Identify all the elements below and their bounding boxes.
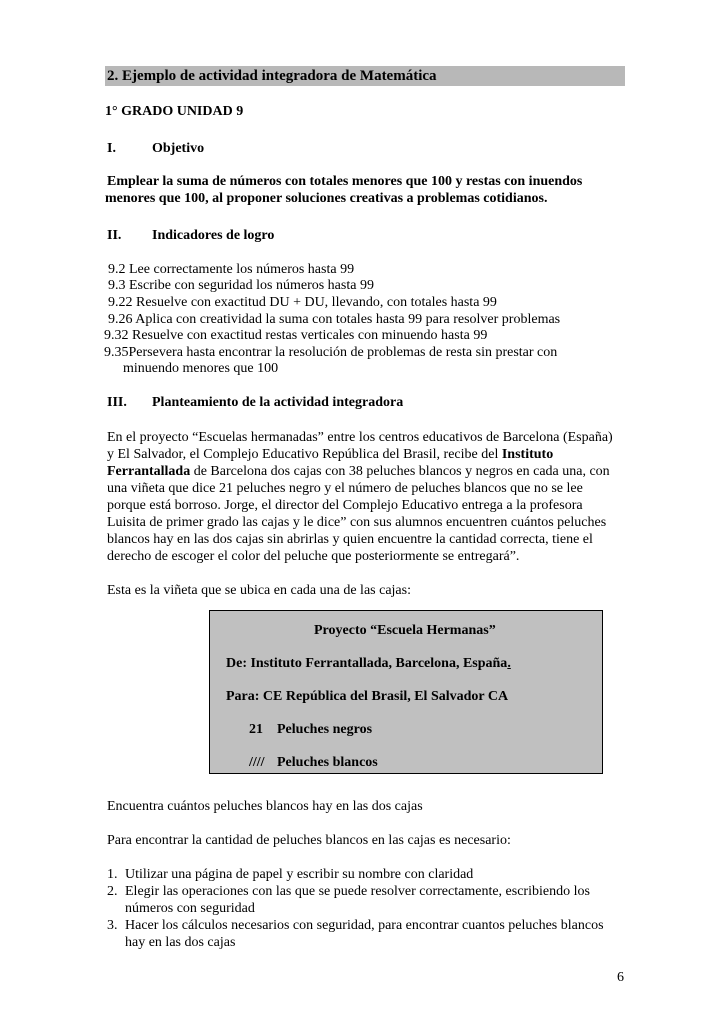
label-box-white-count: //// bbox=[249, 755, 265, 770]
objective-text-line: Emplear la suma de números con totales menores que 100 y restas con inuendos bbox=[107, 174, 583, 189]
indicator-item: 9.22 Resuelve con exactitud DU + DU, llevando, con totales hasta 99 bbox=[108, 295, 497, 310]
paragraph-line: porque está borroso. Jorge, el director del Complejo Educativo entrega a la profesora bbox=[107, 498, 583, 513]
paragraph-line: blancos hay en las dos cajas sin abrirlas y quien encuentre la cantidad correcta, tiene el bbox=[107, 532, 593, 547]
label-box-white-label: Peluches blancos bbox=[277, 755, 378, 770]
objective-numeral: I. bbox=[107, 141, 116, 156]
paragraph-line: Luisita de primer grado las cajas y le dice” con sus alumnos encuentren cuántos peluches bbox=[107, 515, 607, 530]
paragraph-line bbox=[107, 446, 553, 463]
label-box-black-label: Peluches negros bbox=[277, 722, 373, 737]
step-text-continuation: hay en las dos cajas bbox=[125, 935, 236, 950]
label-box-from bbox=[226, 655, 511, 672]
section-title: 2. Ejemplo de actividad integradora de Matemática bbox=[105, 66, 625, 86]
label-box-from-period: . bbox=[507, 656, 511, 671]
paragraph-line: En el proyecto “Escuelas hermanadas” entre los centros educativos de Barcelona (España) bbox=[107, 430, 613, 445]
activity-title: Planteamiento de la actividad integradora bbox=[152, 395, 404, 410]
steps-intro: Para encontrar la cantidad de peluches blancos en las cajas es necesario: bbox=[107, 833, 511, 848]
label-box-from-text: De: Instituto Ferrantallada, Barcelona, España bbox=[226, 656, 508, 671]
step-text: Hacer los cálculos necesarios con seguridad, para encontrar cuantos peluches blancos bbox=[125, 918, 604, 933]
indicator-item: 9.35Persevera hasta encontrar la resolución de problemas de resta sin prestar con bbox=[104, 345, 558, 360]
label-box-black-count: 21 bbox=[249, 722, 263, 737]
label-box-to: Para: CE República del Brasil, El Salvador CA bbox=[226, 689, 509, 704]
indicator-item: 9.32 Resuelve con exactitud restas verticales con minuendo hasta 99 bbox=[104, 328, 488, 343]
indicator-item: 9.3 Escribe con seguridad los números hasta 99 bbox=[108, 278, 374, 293]
task-text: Encuentra cuántos peluches blancos hay en las dos cajas bbox=[107, 799, 423, 814]
label-box-title: Proyecto “Escuela Hermanas” bbox=[314, 623, 496, 638]
label-intro: Esta es la viñeta que se ubica en cada una de las cajas: bbox=[107, 583, 411, 598]
objective-text-line: menores que 100, al proponer soluciones creativas a problemas cotidianos. bbox=[105, 191, 548, 206]
grade-unit: 1° GRADO UNIDAD 9 bbox=[105, 104, 244, 119]
page-number: 6 bbox=[617, 970, 624, 985]
step-text: Utilizar una página de papel y escribir su nombre con claridad bbox=[125, 867, 474, 882]
step-text-continuation: números con seguridad bbox=[125, 901, 255, 916]
paragraph-text: y El Salvador, el Complejo Educativo República del Brasil, recibe del bbox=[107, 447, 502, 462]
paragraph-line bbox=[107, 463, 610, 480]
indicator-item: 9.2 Lee correctamente los números hasta 99 bbox=[108, 262, 355, 277]
indicator-item: 9.26 Aplica con creatividad la suma con totales hasta 99 para resolver problemas bbox=[108, 312, 561, 327]
paragraph-line: derecho de escoger el color del peluche que posteriormente se entregará”. bbox=[107, 549, 520, 564]
paragraph-text: de Barcelona dos cajas con 38 peluches blancos y negros en cada una, con bbox=[190, 464, 610, 479]
indicators-numeral: II. bbox=[107, 228, 122, 243]
activity-numeral: III. bbox=[107, 395, 127, 410]
label-box bbox=[209, 610, 603, 774]
paragraph-line: una viñeta que dice 21 peluches negro y el número de peluches blancos que no se lee bbox=[107, 481, 583, 496]
step-number: 1. bbox=[107, 867, 118, 882]
objective-title: Objetivo bbox=[152, 141, 205, 156]
paragraph-bold-text: Instituto bbox=[501, 447, 554, 462]
indicator-item-continuation: minuendo menores que 100 bbox=[123, 361, 279, 376]
step-number: 3. bbox=[107, 918, 118, 933]
indicators-title: Indicadores de logro bbox=[152, 228, 275, 243]
step-text: Elegir las operaciones con las que se puede resolver correctamente, escribiendo los bbox=[125, 884, 590, 899]
paragraph-bold-text: Ferrantallada bbox=[107, 464, 191, 479]
step-number: 2. bbox=[107, 884, 118, 899]
